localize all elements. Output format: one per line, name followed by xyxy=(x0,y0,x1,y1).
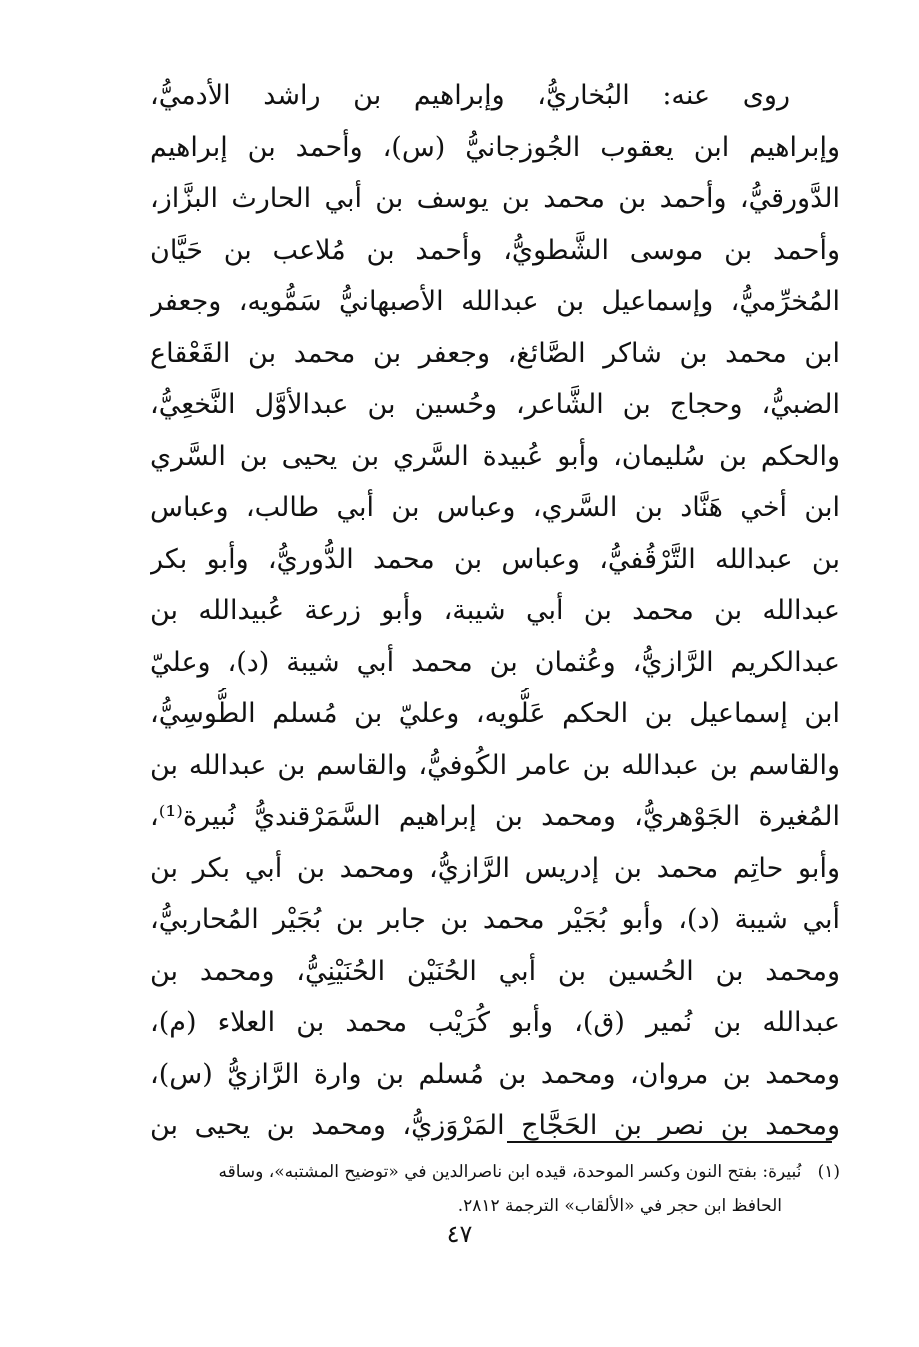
text-line-11: عبدالله بن محمد بن أبي شيبة، وأبو زرعة عُبيدالله بن xyxy=(150,595,840,626)
text-line-5: المُخرِّميُّ، وإسماعيل بن عبدالله الأصبهانيُّ سَمُّويه، وجعفر xyxy=(150,286,840,317)
text-line-15: المُغيرة الجَوْهريُّ، ومحمد بن إبراهيم السَّمَرْقنديُّ نُبيرة⁽¹⁾، xyxy=(150,801,840,832)
page-number: ٤٧ xyxy=(446,1220,473,1248)
text-line-1: روى عنه: البُخاريُّ، وإبراهيم بن راشد الأدميُّ، xyxy=(150,80,790,111)
text-line-3: الدَّورقيُّ، وأحمد بن محمد بن يوسف بن أبي الحارث البزَّاز، xyxy=(150,183,840,214)
text-line-21: ومحمد بن نصر بن الحَجَّاج المَرْوَزيُّ، ومحمد بن يحيى بن xyxy=(150,1110,840,1141)
footnote xyxy=(130,1155,840,1223)
text-line-12: عبدالكريم الرَّازيُّ، وعُثمان بن محمد أبي شيبة (د)، وعليّ xyxy=(150,646,840,678)
text-line-13: ابن إسماعيل بن الحكم عَلُّويه، وعليّ بن مُسلم الطُّوسِيُّ، xyxy=(150,698,840,729)
text-line-4: وأحمد بن موسى الشَّطويُّ، وأحمد بن مُلاعب بن حَيَّان xyxy=(150,234,840,266)
text-line-16: وأبو حاتِم محمد بن إدريس الرَّازيُّ، ومحمد بن أبي بكر بن xyxy=(150,852,840,884)
footnote-divider xyxy=(507,1141,832,1143)
text-line-9: ابن أخي هَنَّاد بن السَّري، وعباس بن أبي طالب، وعباس xyxy=(150,492,840,523)
footnote-text-1: نُبيرة: بفتح النون وكسر الموحدة، قيده ابن ناصرالدين في «توضيح المشتبه»، وساقه xyxy=(218,1162,802,1182)
text-line-2: وإبراهيم ابن يعقوب الجُوزجانيُّ (س)، وأحمد بن إبراهيم xyxy=(150,131,840,163)
text-line-17: أبي شيبة (د)، وأبو بُجَيْر محمد بن جابر بن بُجَيْر المُحاربيُّ، xyxy=(150,904,840,935)
text-line-19: عبدالله بن نُمير (ق)، وأبو كُرَيْب محمد بن العلاء (م)، xyxy=(150,1007,840,1038)
text-line-14: والقاسم بن عبدالله بن عامر الكُوفيُّ، والقاسم بن عبدالله بن xyxy=(150,749,840,781)
footnote-line-1 xyxy=(130,1155,840,1189)
text-line-10: بن عبدالله التَّرْقُفيُّ، وعباس بن محمد الدُّوريُّ، وأبو بكر xyxy=(150,543,840,575)
footnote-line-2: الحافظ ابن حجر في «الألقاب» الترجمة ٢٨١٢. xyxy=(457,1196,782,1216)
text-line-7: الضبيُّ، وحجاج بن الشَّاعر، وحُسين بن عبدالأوَّل النَّخعِيُّ، xyxy=(150,389,840,420)
text-line-20: ومحمد بن مروان، ومحمد بن مُسلم بن وارة الرَّازيُّ (س)، xyxy=(150,1058,840,1090)
text-line-8: والحكم بن سُليمان، وأبو عُبيدة السَّري بن يحيى بن السَّري xyxy=(150,440,840,472)
text-line-6: ابن محمد بن شاكر الصَّائغ، وجعفر بن محمد بن القَعْقاع xyxy=(150,337,840,369)
footnote-number: (١) xyxy=(817,1162,840,1182)
text-line-18: ومحمد بن الحُسين بن أبي الحُنَيْن الحُنَيْنِيُّ، ومحمد بن xyxy=(150,955,840,987)
main-text xyxy=(150,70,840,1152)
